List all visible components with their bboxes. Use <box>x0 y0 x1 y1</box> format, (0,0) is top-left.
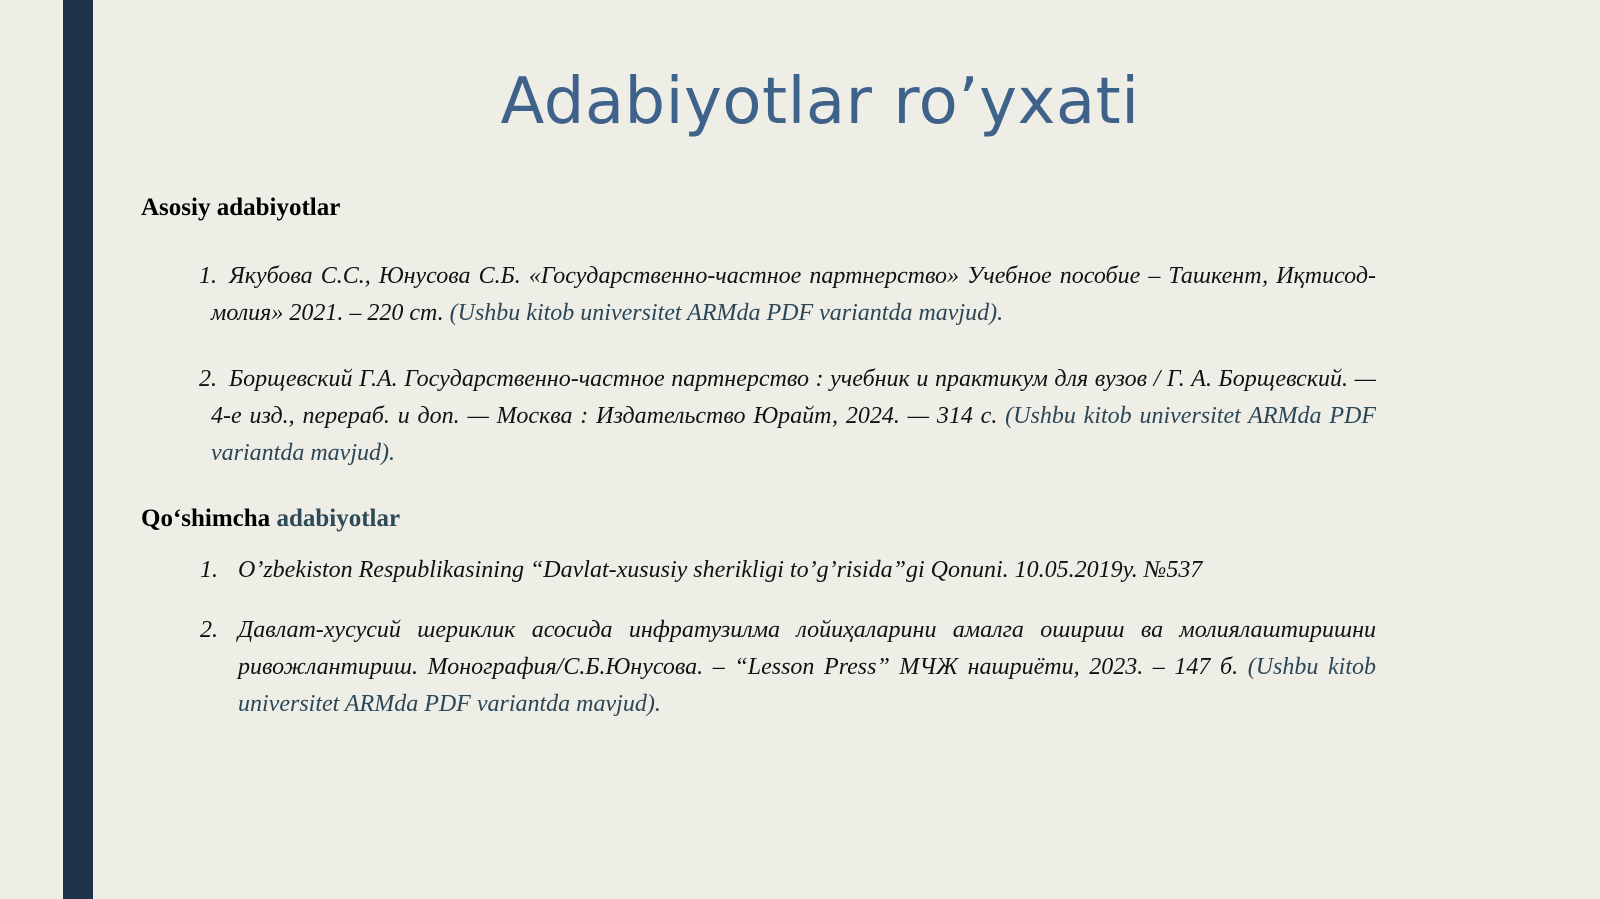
reference-availability-note: (Ushbu kitob universitet ARMda PDF variantda mavjud). <box>238 654 1377 717</box>
reference-body <box>199 361 1376 472</box>
additional-reference-2 <box>200 612 1376 723</box>
reference-text: Давлат-хусусий шериклик асосида инфратузилма лойиҳаларини амалга ошириш ва молиялаштиришни ривожлантириш. Монография/С.Б.Юнусова. – “Lesson Press” МЧЖ нашриёти, 2023. – 147 б. <box>238 617 1376 680</box>
main-reference-2 <box>199 361 1376 472</box>
additional-heading-part1: Qo‘shimcha <box>141 505 277 532</box>
additional-reference-1 <box>200 552 1376 589</box>
slide-title: Adabiyotlar ro’yxati <box>500 65 1140 139</box>
reference-number: 1. <box>200 557 218 583</box>
left-accent-bar <box>63 0 93 899</box>
main-literature-heading: Asosiy adabiyotlar <box>141 194 341 221</box>
reference-number: 2. <box>199 366 217 392</box>
reference-body <box>199 258 1376 332</box>
reference-text: Борщевский Г.А. Государственно-частное партнерство : учебник и практикум для вузов / Г. А. Борщевский. — 4-е изд., перераб. и доп. — Москва : Издательство Юрайт, 2024. — 314 с. <box>211 366 1376 429</box>
additional-literature-heading <box>141 503 400 535</box>
reference-body <box>200 552 1376 589</box>
main-reference-1 <box>199 258 1376 332</box>
reference-text: O’zbekiston Respublikasining “Davlat-xususiy sherikligi to’g’risida”gi Qonuni. 10.05.2019у. №537 <box>238 557 1203 583</box>
reference-availability-note: (Ushbu kitob universitet ARMda PDF variantda mavjud). <box>449 300 1004 326</box>
reference-text: Якубова С.С., Юнусова С.Б. «Государственно-частное партнерство» Учебное пособие – Ташкент, Иқтисод-молия» 2021. – 220 ст. <box>211 263 1376 326</box>
reference-number: 2. <box>200 617 218 643</box>
reference-body <box>200 612 1376 723</box>
additional-heading-part2: adabiyotlar <box>276 505 401 532</box>
reference-number: 1. <box>199 263 217 289</box>
reference-availability-note: (Ushbu kitob universitet ARMda PDF variantda mavjud). <box>211 403 1376 466</box>
